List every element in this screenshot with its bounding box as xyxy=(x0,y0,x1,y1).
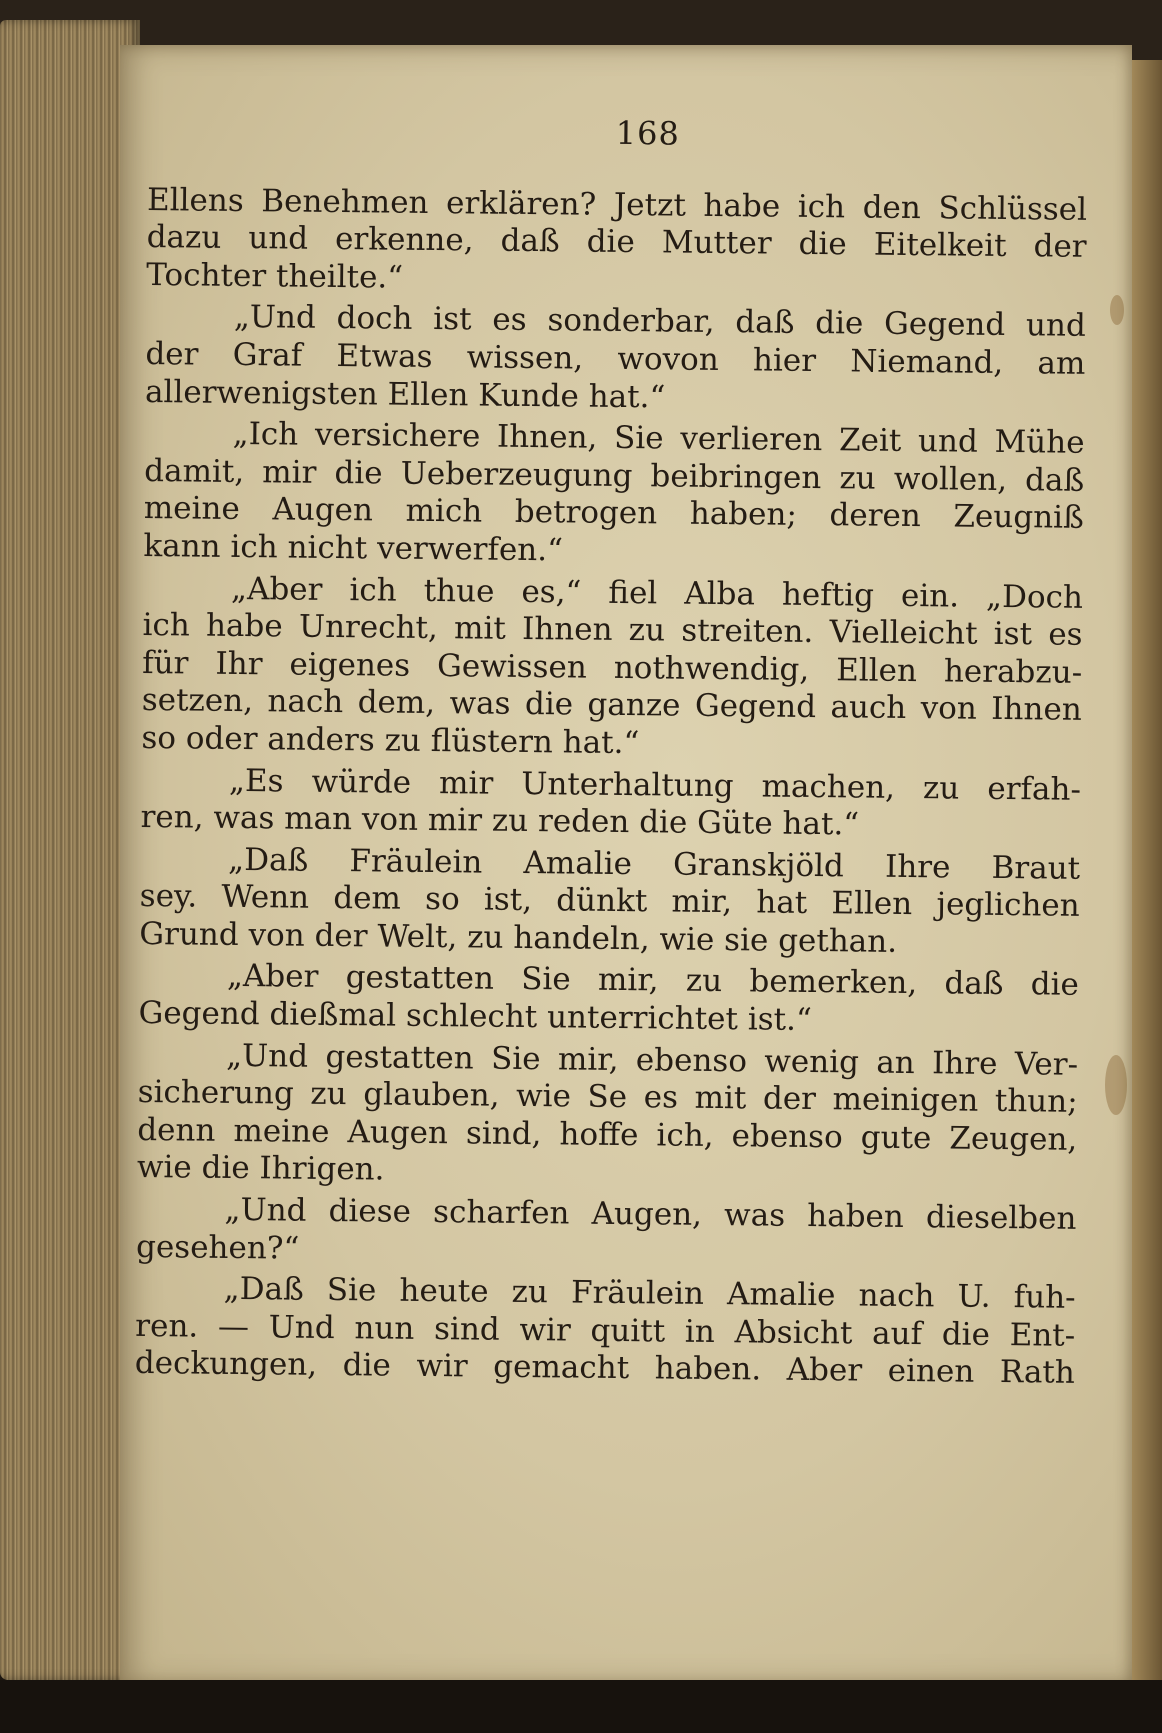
text-line: denn meine Augen sind, hoffe ich, ebenso gute Zeugen, xyxy=(137,1111,1078,1158)
text-line: meine Augen mich betrogen haben; deren Zeugniß xyxy=(143,490,1084,537)
text-line: dazu und erkenne, daß die Mutter die Eitelkeit der xyxy=(146,219,1087,266)
paragraph xyxy=(139,841,1080,964)
paragraph xyxy=(137,1037,1079,1197)
text-line: kann ich nicht verwerfen.“ xyxy=(143,527,564,569)
text-line: ich habe Unrecht, mit Ihnen zu streiten. Vielleicht ist es xyxy=(142,607,1083,653)
paragraph xyxy=(140,761,1081,846)
page-edges-left xyxy=(0,20,140,1680)
text-line: sicherung zu glauben, wie Se es mit der meinigen thun; xyxy=(137,1074,1078,1121)
foxing-stain xyxy=(1110,295,1124,325)
text-line: „Daß Sie heute zu Fräulein Amalie nach U. fuh- xyxy=(223,1271,1076,1316)
paragraph xyxy=(143,415,1085,575)
text-line: damit, mir die Ueberzeugung beibringen zu wollen, daß xyxy=(144,452,1085,499)
paragraph xyxy=(138,957,1079,1042)
text-line: deckungen, die wir gemacht haben. Aber einen Rath xyxy=(134,1345,1076,1392)
text-line: setzen, nach dem, was die ganze Gegend auch von Ihnen xyxy=(141,682,1082,729)
paragraph xyxy=(145,298,1086,421)
text-line: „Aber ich thue es,“ fiel Alba heftig ein. „Doch xyxy=(230,570,1084,616)
page-text xyxy=(135,110,1088,1397)
page-edge-right xyxy=(1128,60,1162,1680)
text-line: „Aber gestatten Sie mir, zu bemerken, daß die xyxy=(226,958,1080,1004)
text-line: so oder anders zu flüstern hat.“ xyxy=(141,719,640,762)
text-line: gesehen?“ xyxy=(135,1228,300,1267)
text-line: „Und gestatten Sie mir, ebenso wenig an Ihre Ver- xyxy=(225,1037,1079,1083)
paragraph xyxy=(135,1270,1076,1393)
text-line: für Ihr eigenes Gewissen nothwendig, Ellen herabzu- xyxy=(142,644,1083,691)
text-line: „Und diese scharfen Augen, was haben dieselben xyxy=(224,1191,1077,1237)
text-line: Tochter theilte.“ xyxy=(146,256,404,296)
text-line: „Ich versichere Ihnen, Sie verlieren Zeit und Mühe xyxy=(232,416,1085,461)
text-line: ren, was man von mir zu reden die Güte hat.“ xyxy=(140,799,860,843)
text-line: ren. — Und nun sind wir quitt in Absicht auf die Ent- xyxy=(135,1307,1076,1354)
text-line: Gegend dießmal schlecht unterrichtet ist.“ xyxy=(138,995,812,1039)
text-line: „Es würde mir Unterhaltung machen, zu erfah- xyxy=(228,762,1082,808)
text-line: der Graf Etwas wissen, wovon hier Niemand, am xyxy=(145,335,1086,382)
text-line: „Daß Fräulein Amalie Granskjöld Ihre Braut xyxy=(227,841,1081,887)
page-number: 168 xyxy=(615,113,681,153)
paragraph xyxy=(146,182,1087,305)
text-line: wie die Ihrigen. xyxy=(136,1149,385,1188)
paragraph xyxy=(141,570,1083,768)
background-bottom xyxy=(0,1680,1162,1733)
text-line: Ellens Benehmen erklären? Jetzt habe ich den Schlüssel xyxy=(146,181,1088,228)
text-line: sey. Wenn dem so ist, dünkt mir, hat Ellen jeglichen xyxy=(139,878,1080,925)
text-line: allerwenigsten Ellen Kunde hat.“ xyxy=(144,373,666,415)
foxing-stain xyxy=(1105,1055,1127,1115)
text-line: „Und doch ist es sonderbar, daß die Gegend und xyxy=(233,299,1086,345)
paragraph xyxy=(136,1191,1077,1276)
text-line: Grund von der Welt, zu handeln, wie sie gethan. xyxy=(139,915,898,960)
